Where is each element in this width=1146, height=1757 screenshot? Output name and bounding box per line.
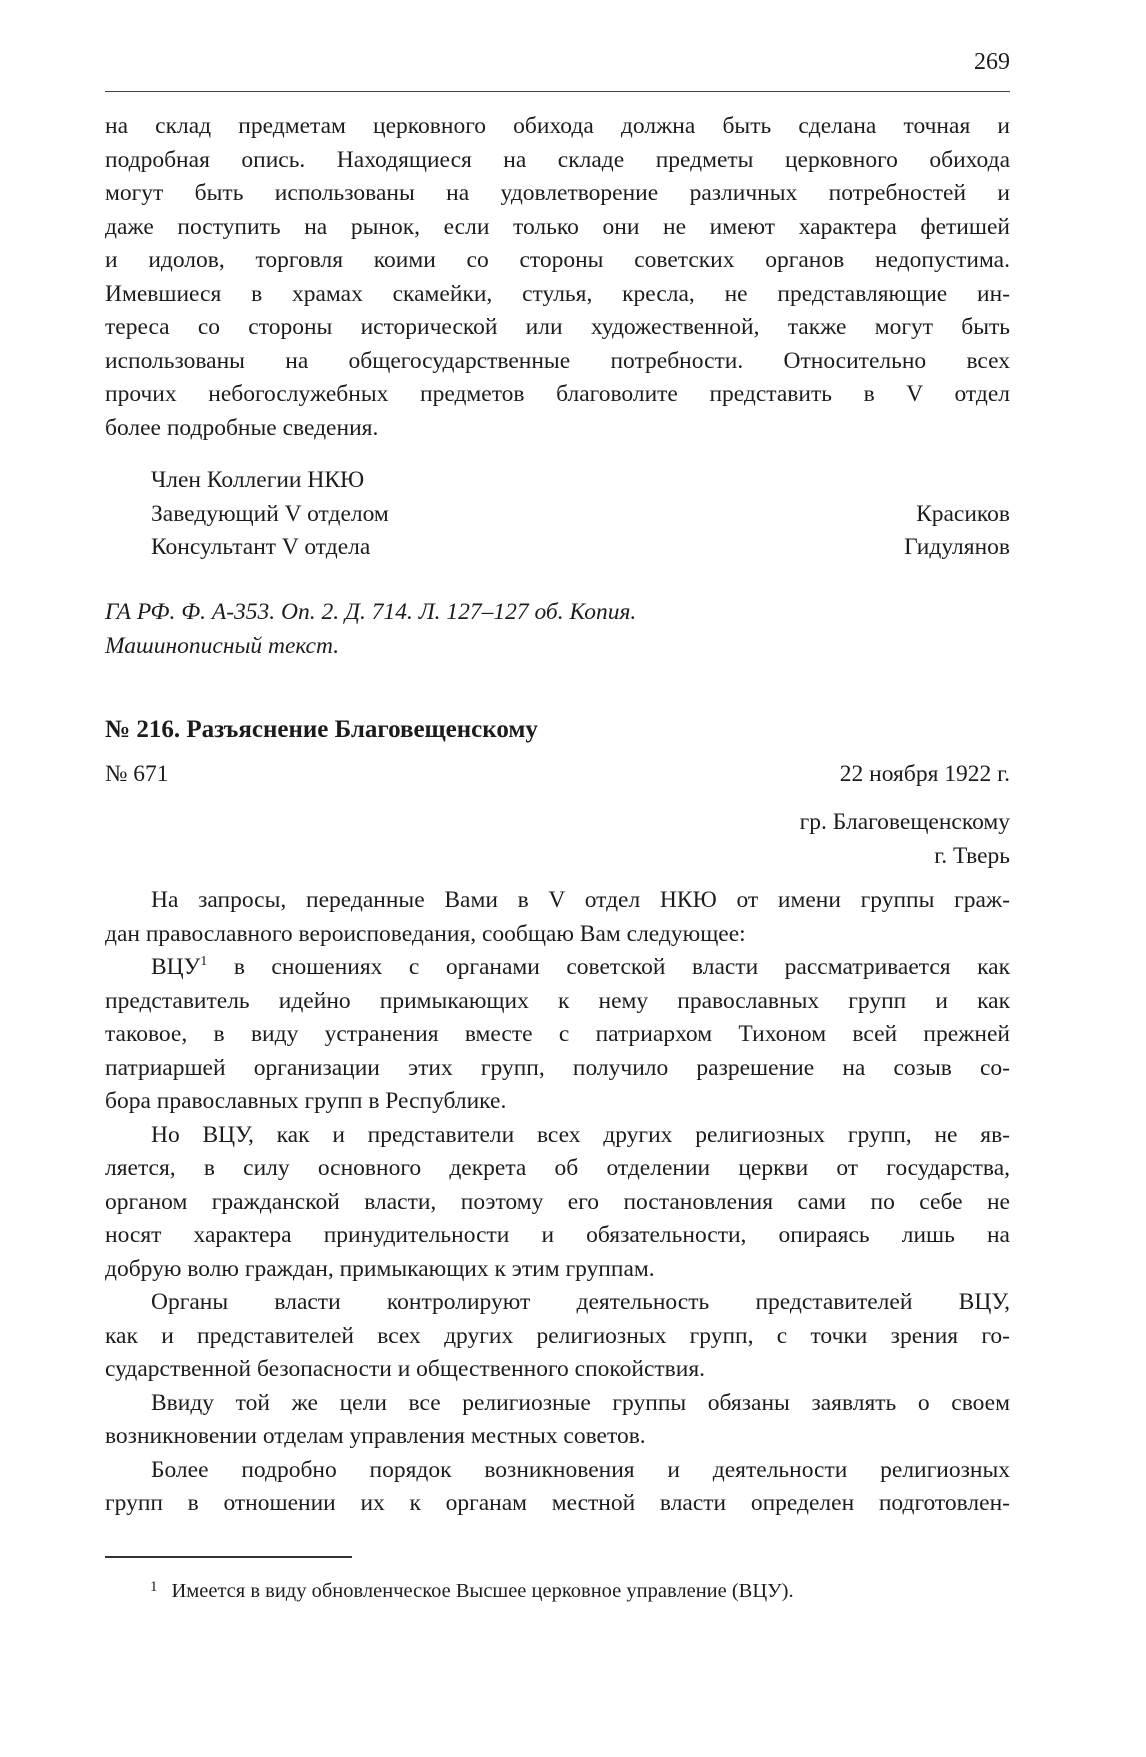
text-line: дан православного вероисповедания, сообщаю Вам следующее:	[105, 920, 746, 947]
header-rule	[105, 91, 1010, 92]
footnote	[150, 1573, 794, 1605]
text-line: даже поступить на рынок, если только они не имеют характера фетишей	[105, 213, 1010, 240]
text-line: таковое, в виду устранения вместе с патриархом Тихоном всей прежней	[105, 1021, 1010, 1047]
text-line: Имевшиеся в храмах скамейки, стулья, кресла, не представляющие ин-	[105, 280, 1010, 307]
text-line: более подробные сведения.	[105, 414, 379, 441]
text-line: тереса со стороны исторической или художественной, также могут быть	[105, 314, 1010, 340]
signer-title: Член Коллегии НКЮ	[151, 467, 365, 493]
signer-title: Консультант V отдела	[151, 534, 371, 560]
page-number: 269	[974, 49, 1010, 75]
text-line: ляется, в силу основного декрета об отделении церкви от государства,	[105, 1155, 1010, 1181]
text-line: Органы власти контролируют деятельность представителей ВЦУ,	[151, 1289, 1010, 1315]
text-line: могут быть использованы на удовлетворение различных потребностей и	[105, 180, 1010, 206]
text-line: бора православных групп в Республике.	[105, 1088, 507, 1114]
signer-name: Гидулянов	[904, 534, 1010, 560]
text-line: возникновении отделам управления местных советов.	[105, 1423, 646, 1449]
document-title: № 216. Разъяснение Благовещенскому	[105, 716, 538, 743]
text-fragment: ВЦУ	[151, 954, 201, 980]
source-line: Машинописный текст.	[105, 632, 340, 659]
text-line: представитель идейно примыкающих к нему православных групп и как	[105, 987, 1010, 1014]
archive-source	[105, 596, 636, 663]
text-line: подробная опись. Находящиеся на складе предметы церковного обихода	[105, 146, 1010, 173]
text-line: групп в отношении их к органам местной власти определен подготовлен-	[105, 1490, 1010, 1516]
footnote-reference[interactable]: 1	[200, 953, 208, 970]
footnote-text: Имеется в виду обновленческое Высшее церковное управление (ВЦУ).	[171, 1580, 794, 1602]
signature-row	[151, 464, 1010, 498]
signature-block	[151, 464, 1010, 565]
text-line	[105, 951, 1010, 985]
document-body	[105, 884, 1010, 1521]
addressee-line: гр. Благовещенскому	[799, 809, 1010, 835]
text-line: патриаршей организации этих групп, получило разрешение на созыв со-	[105, 1054, 1010, 1081]
text-line: сударственной безопасности и общественного спокойствия.	[105, 1356, 706, 1382]
text-line: на склад предметам церковного обихода должна быть сделана точная и	[105, 113, 1010, 139]
text-line: Ввиду той же цели все религиозные группы обязаны заявлять о своем	[151, 1389, 1010, 1416]
footnote-mark: 1	[150, 1579, 158, 1595]
document-number: № 671	[105, 761, 169, 787]
text-line: органом гражданской власти, поэтому его постановления сами по себе не	[105, 1188, 1010, 1215]
text-line: носят характера принудительности и обязательности, опираясь лишь на	[105, 1222, 1010, 1248]
text-line: На запросы, переданные Вами в V отдел НКЮ от имени группы граж-	[151, 887, 1010, 913]
signature-row	[151, 531, 1010, 565]
text-line: Но ВЦУ, как и представители всех других религиозных групп, не яв-	[151, 1121, 1010, 1148]
text-line: и идолов, торговля коими со стороны советских органов недопустима.	[105, 247, 1010, 273]
footnote-rule	[105, 1556, 352, 1558]
signer-title: Заведующий V отделом	[151, 500, 389, 527]
text-line: добрую волю граждан, примыкающих к этим группам.	[105, 1255, 655, 1282]
signer-name: Красиков	[916, 500, 1010, 527]
document-meta	[105, 758, 1010, 792]
text-fragment: в сношениях с органами советской власти рассматривается как	[207, 954, 1010, 980]
text-line: Более подробно порядок возникновения и деятельности религиозных	[151, 1456, 1010, 1483]
signature-row	[151, 498, 1010, 532]
addressee-block	[800, 806, 1010, 873]
continuation-paragraph	[105, 110, 1010, 445]
addressee-line: г. Тверь	[934, 842, 1010, 869]
text-line: использованы на общегосударственные потребности. Относительно всех	[105, 347, 1010, 374]
document-date: 22 ноября 1922 г.	[839, 761, 1010, 787]
text-line: прочих небогослужебных предметов благоволите представить в V отдел	[105, 381, 1010, 407]
source-line: ГА РФ. Ф. А-353. Оп. 2. Д. 714. Л. 127–127 об. Копия.	[105, 599, 637, 625]
text-line: как и представителей всех других религиозных групп, с точки зрения го-	[105, 1322, 1010, 1349]
